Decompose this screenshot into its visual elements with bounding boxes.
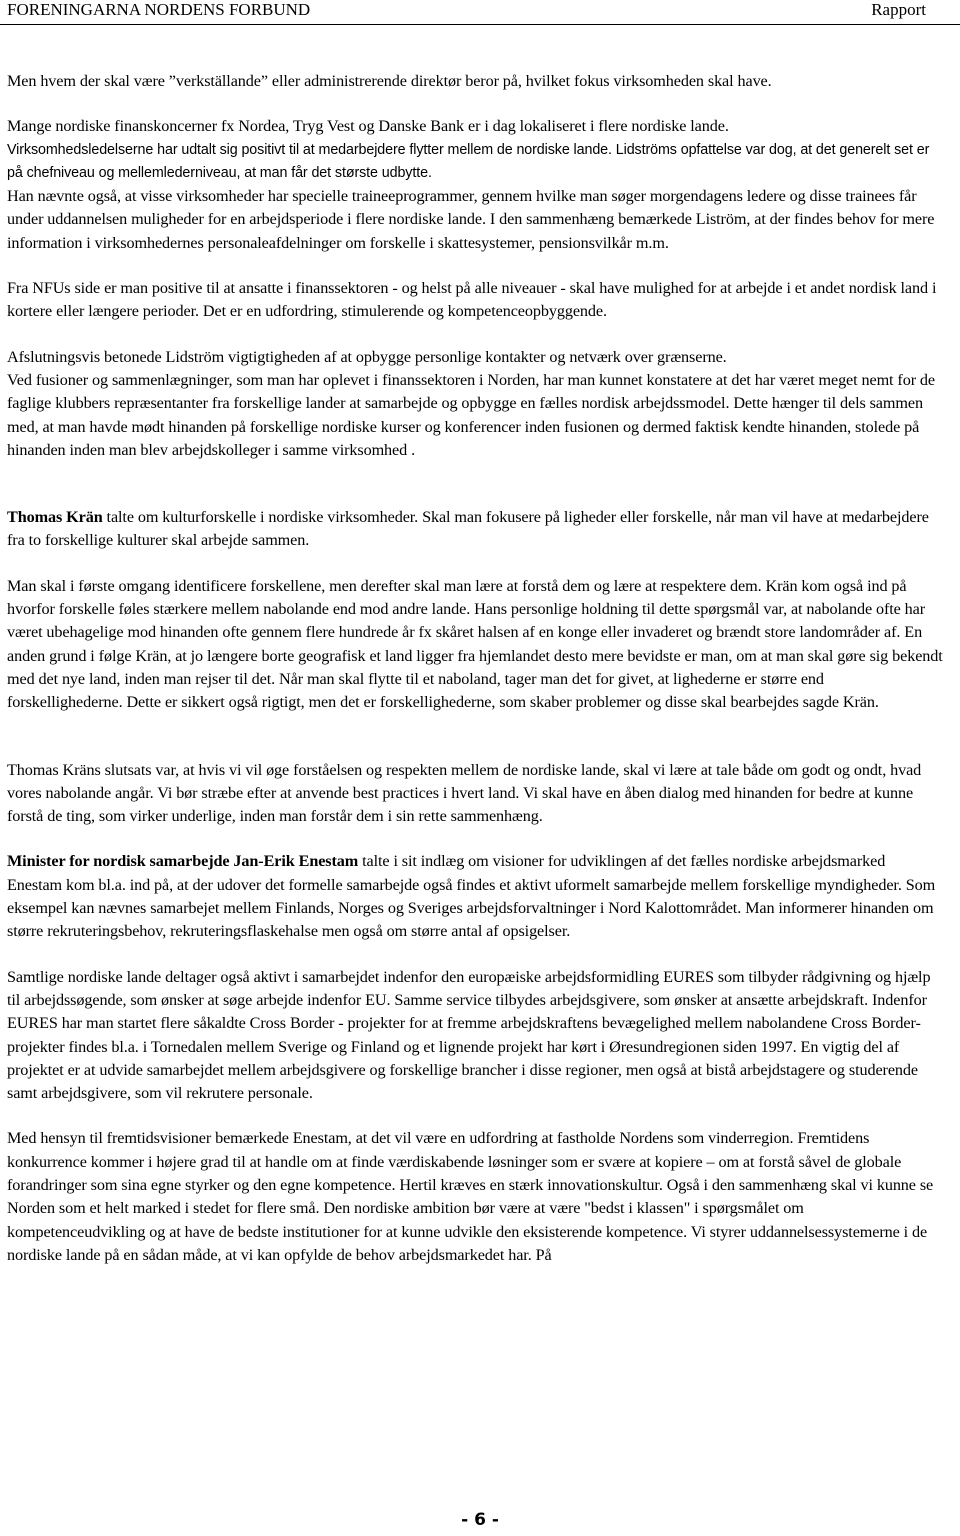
header-organization: FORENINGARNA NORDENS FORBUND (7, 0, 311, 19)
header-doc-type: Rapport (871, 0, 926, 19)
document-body (7, 70, 943, 1289)
paragraph: Med hensyn til fremtidsvisioner bemærkede Enestam, at det vil være en udfordring at fastholde Nordens som vinderregion. Fremtidens konkurrence kommer i højere grad til at handle om at finde værdiskabende løsninger som er svære at kopiere – om at forstå såvel de globale forandringer som sina egne styrker og den egne kompetence. Hertil kræves en stærk innovationskultur. Også i den sammenhæng skal vi kunne se Norden som et helt marked i stedet for flere små. Den nordiske ambition bør være at være "bedst i klassen" i spørgsmålet om kompetenceudvikling og at have de bedste institutioner for at kunne udvikle den eksisterende kompetence. Vi styrer uddannelsessystemerne i de nordiske lande på en sådan måde, at vi kan opfylde de behov arbejdsmarkedet har. På (7, 1129, 934, 1264)
paragraph (7, 506, 943, 553)
paragraph: Fra NFUs side er man positive til at ansatte i finanssektoren - og helst på alle niveauer - skal have mulighed for at arbejde i et andet nordisk land i kortere eller længere perioder. Det er en udfordring, stimulerende og kompetenceopbyggende. (7, 279, 937, 321)
paragraph: Thomas Kräns slutsats var, at hvis vi vil øge forståelsen og respekten mellem de nordiske lande, skal vi lære at tale både om godt og ondt, hvad vores nabolande angår. Vi bør stræbe efter at anvende best practices i hvert land. Vi skal have en åben dialog med hinanden for bedre at kunne forstå de ting, som virker underlige, inden man forstår dem i sin rette sammenhæng. (7, 760, 922, 826)
paragraph: Man skal i første omgang identificere forskellene, men derefter skal man lære at forstå dem og lære at respektere dem. Krän kom også ind på hvorfor forskelle føles stærkere mellem nabolande end mod andre lande. Hans personlige holdning til dette spørgsmål var, at nabolande ofte har været ubehagelige mod hinanden ofte gennem flere hundrede år fx skåret halsen af en konge eller invaderet og brændt store landområder af. En anden grund i følge Krän, at jo længere borte geografisk et land ligger fra hjemlandet desto mere bevidste er man, om at man skal gøre sig bekendt med det nye land, inden man rejser til det. Når man skal flytte til et naboland, tager man det for givet, at lighederne er større end forskellighederne. Dette er sikkert også rigtigt, men det er forskellighederne, som skaber problemer og disse skal bearbejdes sagde Krän. (7, 576, 943, 712)
paragraph: Ved fusioner og sammenlægninger, som man har oplevet i finanssektoren i Norden, har man kunnet konstatere at det har været meget nemt for de faglige klubbers repræsentanter fra forskellige lander at samarbejde og opbygge en fælles nordisk arbejdssmodel. Dette hænger til dels sammen med, at man havde mødt hinanden på forskellige nordiske kurser og konferencer inden fusionen og dermed faktisk kendte hinanden, stolede på hinanden inden man blev arbejdskolleger i samme virksomhed . (7, 370, 936, 459)
paragraph-text: talte i sit indlæg om visioner for udviklingen af det fælles nordiske arbejdsmarked Enestam kom bl.a. ind på, at der udover det formelle samarbejde også findes et aktivt uformelt samarbejde mellem forskellige myndigheder. Som eksempel kan nævnes samarbejet mellem Finlands, Norges og Sveriges arbejdsforvaltninger i Nord Kalottområdet. Man informerer hinanden om større rekruteringsbehov, rekruteringsflaskehalse men også om større antal af opsigelser. (7, 852, 936, 941)
paragraph (7, 850, 943, 943)
paragraph: Mange nordiske finanskoncerner fx Nordea, Tryg Vest og Danske Bank er i dag lokaliseret i flere nordiske lande. (7, 117, 729, 136)
paragraph: Men hvem der skal være ”verkställande” eller administrerende direktør beror på, hvilket fokus virksomheden skal have. (7, 72, 772, 90)
header-rule (0, 24, 960, 25)
speaker-name: Minister for nordisk samarbejde Jan-Erik Enestam (7, 852, 359, 871)
paragraph: Han nævnte også, at visse virksomheder har specielle traineeprogrammer, gennem hvilke man søger morgendagens ledere og disse trainees får under uddannelsen muligheder for en arbejdsperiode i flere nordiske lande. I den sammenhæng bemærkede Liström, at der findes behov for mere information i virksomhedernes personaleafdelninger om forskelle i skattesystemer, pensionsvilkår m.m. (7, 187, 935, 252)
paragraph: Samtlige nordiske lande deltager også aktivt i samarbejdet indenfor den europæiske arbejdsformidling EURES som tilbyder rådgivning og hjælp til arbejdssøgende, som ønsker at søge arbejde indenfor EU. Samme service tilbydes arbejdsgivere, som ønsker at ansætte arbejdskraft. Indenfor EURES har man startet flere såkaldte Cross Border - projekter for at fremme arbejdskraftens bevægelighed mellem nabolandene Cross Border- projekter findes bl.a. i Tornedalen mellem Sverige og Finland og et lignende projekt har kørt i Øresundregionen siden 1997. En vigtig del af projektet er at udvide samarbejdet mellem arbejdsgivere og forskellige brancher i disse regioner, men også at bistå arbejdstagere og studerende samt arbejdsgivere, som vil rekrutere personale. (7, 967, 931, 1103)
page-number: - 6 - (461, 1510, 499, 1530)
page-header (0, 0, 960, 28)
paragraph: Virksomhedsledelserne har udtalt sig positivt til at medarbejdere flytter mellem de nordiske lande. Lidströms opfattelse var dog, at det generelt set er på chefniveau og mellemlederniveau, at man får det største udbytte. (7, 141, 930, 181)
paragraph: Afslutningsvis betonede Lidström vigtigtigheden af at opbygge personlige kontakter og netværk over grænserne. (7, 347, 727, 366)
paragraph-text: talte om kulturforskelle i nordiske virksomheder. Skal man fokusere på ligheder eller forskelle, når man vil have at medarbejdere fra to forskellige kulturer skal arbejde sammen. (7, 508, 929, 550)
speaker-name: Thomas Krän (7, 508, 103, 527)
